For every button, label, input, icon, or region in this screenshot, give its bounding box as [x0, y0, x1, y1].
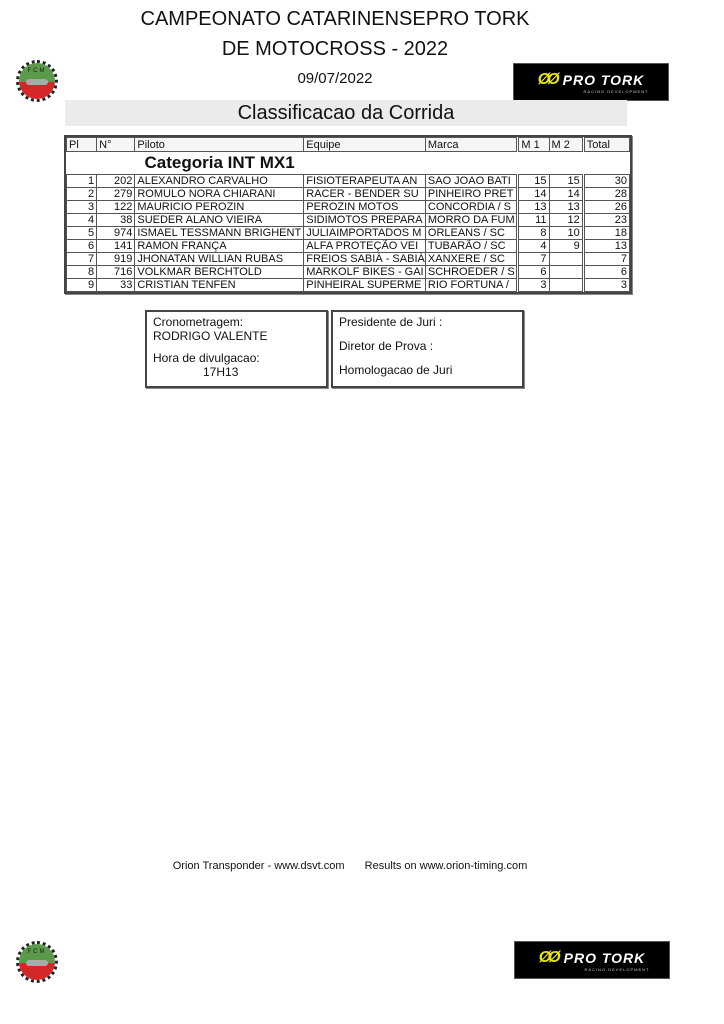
results-table — [64, 135, 632, 294]
cell-place: 7 — [67, 253, 97, 266]
col-header-pl: Pl — [67, 138, 97, 152]
release-time: 17H13 — [203, 365, 239, 379]
cell-moto2: 15 — [549, 175, 583, 188]
cell-brand: TUBARÃO / SC — [425, 240, 517, 253]
cell-number: 279 — [97, 188, 135, 201]
table-row — [67, 175, 630, 188]
protork-logo-footer-icon: ØØ PRO TORK RACING DEVELOPMENT — [514, 941, 670, 979]
table-row — [67, 214, 630, 227]
cell-team: PINHEIRAL SUPERME — [304, 279, 426, 292]
table-header-row — [67, 138, 630, 152]
category-title: Categoria INT MX1 — [67, 152, 630, 175]
cell-rider: ISMAEL TESSMANN BRIGHENT — [135, 227, 304, 240]
table-row — [67, 188, 630, 201]
fcm-logo-icon — [16, 60, 58, 102]
cell-team: ALFA PROTEÇÃO VEI — [304, 240, 426, 253]
table-row — [67, 227, 630, 240]
cell-brand: SAO JOAO BATI — [425, 175, 517, 188]
cell-number: 919 — [97, 253, 135, 266]
cell-team: JULIAIMPORTADOS M — [304, 227, 426, 240]
cell-moto2: 9 — [549, 240, 583, 253]
cell-total: 23 — [583, 214, 629, 227]
cell-number: 38 — [97, 214, 135, 227]
page-title-line1: CAMPEONATO CATARINENSEPRO TORK — [140, 8, 530, 30]
cell-moto1: 11 — [518, 214, 549, 227]
cell-brand: PINHEIRO PRET — [425, 188, 517, 201]
table-row — [67, 279, 630, 292]
cell-place: 5 — [67, 227, 97, 240]
col-header-piloto: Piloto — [135, 138, 304, 152]
table-row — [67, 253, 630, 266]
table-row — [67, 201, 630, 214]
cell-total: 26 — [583, 201, 629, 214]
cell-moto2 — [549, 253, 583, 266]
cell-team: FREIOS SABIÁ - SABIÁ — [304, 253, 426, 266]
cell-total: 13 — [583, 240, 629, 253]
category-row — [67, 152, 630, 175]
page-title-line2: DE MOTOCROSS - 2022 — [221, 38, 449, 60]
cell-brand: RIO FORTUNA / — [425, 279, 517, 292]
cell-number: 716 — [97, 266, 135, 279]
cell-place: 6 — [67, 240, 97, 253]
section-banner: Classificacao da Corrida — [65, 100, 627, 126]
footer-results: Results on www.orion-timing.com — [364, 860, 528, 872]
cell-place: 3 — [67, 201, 97, 214]
timing-label: Cronometragem: — [153, 315, 244, 329]
cell-moto1: 6 — [518, 266, 549, 279]
cell-number: 202 — [97, 175, 135, 188]
cell-rider: RAMON FRANÇA — [135, 240, 304, 253]
footer — [0, 860, 700, 872]
race-director-label: Diretor de Prova : — [339, 339, 434, 353]
cell-rider: ROMULO NORA CHIARANI — [135, 188, 304, 201]
cell-number: 33 — [97, 279, 135, 292]
cell-moto2 — [549, 266, 583, 279]
cell-rider: ALEXANDRO CARVALHO — [135, 175, 304, 188]
release-label: Hora de divulgacao: — [153, 351, 260, 365]
cell-number: 974 — [97, 227, 135, 240]
cell-moto1: 3 — [518, 279, 549, 292]
cell-total: 30 — [583, 175, 629, 188]
cell-moto2: 14 — [549, 188, 583, 201]
cell-moto1: 14 — [518, 188, 549, 201]
cell-team: PEROZIN MOTOS — [304, 201, 426, 214]
cell-place: 1 — [67, 175, 97, 188]
cell-moto2: 12 — [549, 214, 583, 227]
cell-total: 3 — [583, 279, 629, 292]
protork-brand: PRO TORK — [562, 71, 645, 88]
col-header-m1: M 1 — [518, 138, 549, 152]
cell-moto2: 13 — [549, 201, 583, 214]
table-row — [67, 266, 630, 279]
cell-total: 18 — [583, 227, 629, 240]
cell-brand: ORLEANS / SC — [425, 227, 517, 240]
col-header-marca: Marca — [425, 138, 517, 152]
col-header-m2: M 2 — [549, 138, 583, 152]
cell-moto2 — [549, 279, 583, 292]
cell-team: SIDIMOTOS PREPARA — [304, 214, 426, 227]
protork-logo-icon — [513, 63, 669, 101]
cell-rider: JHONATAN WILLIAN RUBAS — [135, 253, 304, 266]
cell-brand: CONCORDIA / S — [425, 201, 517, 214]
cell-total: 28 — [583, 188, 629, 201]
cell-team: MARKOLF BIKES - GAI — [304, 266, 426, 279]
cell-team: FISIOTERAPEUTA AN — [304, 175, 426, 188]
jury-president-label: Presidente de Juri : — [339, 315, 443, 329]
cell-place: 4 — [67, 214, 97, 227]
cell-brand: XANXERE / SC — [425, 253, 517, 266]
cell-place: 9 — [67, 279, 97, 292]
jury-homologation-label: Homologacao de Juri — [339, 363, 453, 377]
protork-swoosh: ØØ — [537, 70, 557, 88]
event-date: 09/07/2022 — [297, 70, 373, 87]
cell-total: 6 — [583, 266, 629, 279]
cell-team: RACER - BENDER SU — [304, 188, 426, 201]
cell-rider: CRISTIAN TENFEN — [135, 279, 304, 292]
cell-brand: SCHROEDER / S — [425, 266, 517, 279]
fcm-logo-text: FCM — [27, 68, 47, 74]
fcm-logo-footer-icon: FCM — [16, 941, 58, 983]
cell-moto1: 13 — [518, 201, 549, 214]
cell-number: 122 — [97, 201, 135, 214]
cell-moto2: 10 — [549, 227, 583, 240]
cell-moto1: 4 — [518, 240, 549, 253]
col-header-total: Total — [583, 138, 629, 152]
cell-moto1: 7 — [518, 253, 549, 266]
cell-total: 7 — [583, 253, 629, 266]
officials-box — [331, 310, 524, 388]
table-row — [67, 240, 630, 253]
col-header-equipe: Equipe — [304, 138, 426, 152]
cell-brand: MORRO DA FUM — [425, 214, 517, 227]
cell-place: 8 — [67, 266, 97, 279]
col-header-num: N° — [97, 138, 135, 152]
cell-place: 2 — [67, 188, 97, 201]
cell-number: 141 — [97, 240, 135, 253]
cell-moto1: 15 — [518, 175, 549, 188]
cell-rider: SUEDER ALANO VIEIRA — [135, 214, 304, 227]
footer-transponder: Orion Transponder - www.dsvt.com — [172, 860, 345, 872]
cell-moto1: 8 — [518, 227, 549, 240]
timing-name: RODRIGO VALENTE — [153, 329, 268, 343]
timing-info-box — [145, 310, 328, 388]
cell-rider: VOLKMAR BERCHTOLD — [135, 266, 304, 279]
protork-tagline: RACING DEVELOPMENT — [583, 88, 649, 94]
cell-rider: MAURICIO PEROZIN — [135, 201, 304, 214]
